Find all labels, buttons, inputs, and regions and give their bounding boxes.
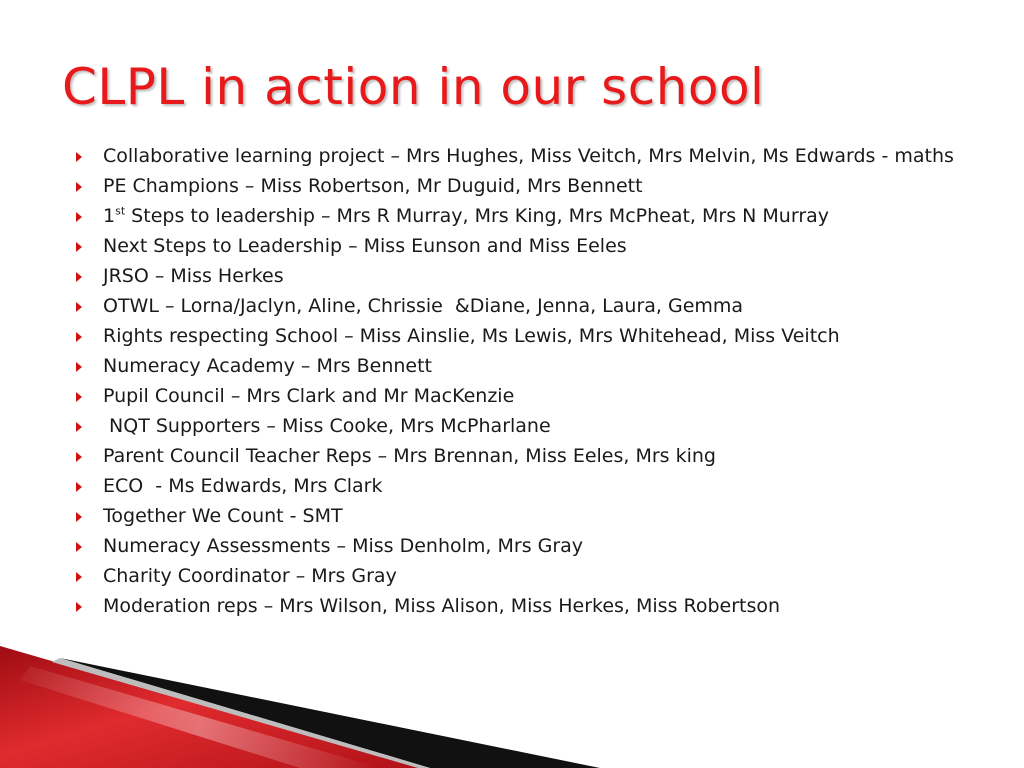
list-item [76,324,976,348]
list-item-text: Pupil Council – Mrs Clark and Mr MacKenzie [103,385,515,407]
list-item-lead: 1 [103,205,116,227]
triangle-bullet-icon [76,602,82,612]
list-item [76,174,976,198]
list-item [76,564,976,588]
list-item [76,534,976,558]
triangle-bullet-icon [76,572,82,582]
triangle-bullet-icon [76,332,82,342]
list-item-text: Next Steps to Leadership – Miss Eunson and Miss Eeles [103,235,627,257]
list-item-text: JRSO – Miss Herkes [103,265,284,287]
list-item-text: ECO - Ms Edwards, Mrs Clark [103,475,383,497]
triangle-bullet-icon [76,152,82,162]
list-item-text: Rights respecting School – Miss Ainslie, Ms Lewis, Mrs Whitehead, Miss Veitch [103,325,840,347]
bullet-list [76,144,976,624]
list-item-text: Numeracy Academy – Mrs Bennett [103,355,433,377]
list-item [76,594,976,618]
list-item [76,444,976,468]
list-item-text: NQT Supporters – Miss Cooke, Mrs McPharlane [103,415,551,437]
corner-swoosh-decoration [0,646,620,768]
list-item-text: Together We Count - SMT [103,505,343,527]
list-item-text: Collaborative learning project – Mrs Hughes, Miss Veitch, Mrs Melvin, Ms Edwards - maths [103,145,954,167]
list-item-text: OTWL – Lorna/Jaclyn, Aline, Chrissie &Diane, Jenna, Laura, Gemma [103,295,744,317]
triangle-bullet-icon [76,512,82,522]
list-item-text: Moderation reps – Mrs Wilson, Miss Alison, Miss Herkes, Miss Robertson [103,595,781,617]
list-item [76,144,976,168]
list-item [76,234,976,258]
triangle-bullet-icon [76,302,82,312]
slide-title: CLPL in action in our school [62,58,765,116]
list-item-text: Numeracy Assessments – Miss Denholm, Mrs Gray [103,535,584,557]
list-item [76,354,976,378]
triangle-bullet-icon [76,542,82,552]
list-item-text: Parent Council Teacher Reps – Mrs Brennan, Miss Eeles, Mrs king [103,445,716,467]
triangle-bullet-icon [76,242,82,252]
list-item [76,414,976,438]
ordinal-suffix: st [115,204,126,218]
list-item [76,204,976,228]
list-item-text: PE Champions – Miss Robertson, Mr Duguid, Mrs Bennett [103,175,643,197]
triangle-bullet-icon [76,362,82,372]
list-item [76,294,976,318]
list-item-text [103,205,829,227]
list-item [76,474,976,498]
triangle-bullet-icon [76,272,82,282]
triangle-bullet-icon [76,182,82,192]
list-item-rest: Steps to leadership – Mrs R Murray, Mrs King, Mrs McPheat, Mrs N Murray [125,205,830,227]
list-item-text: Charity Coordinator – Mrs Gray [103,565,397,587]
triangle-bullet-icon [76,482,82,492]
triangle-bullet-icon [76,392,82,402]
triangle-bullet-icon [76,212,82,222]
list-item [76,264,976,288]
triangle-bullet-icon [76,452,82,462]
list-item [76,504,976,528]
triangle-bullet-icon [76,422,82,432]
list-item [76,384,976,408]
